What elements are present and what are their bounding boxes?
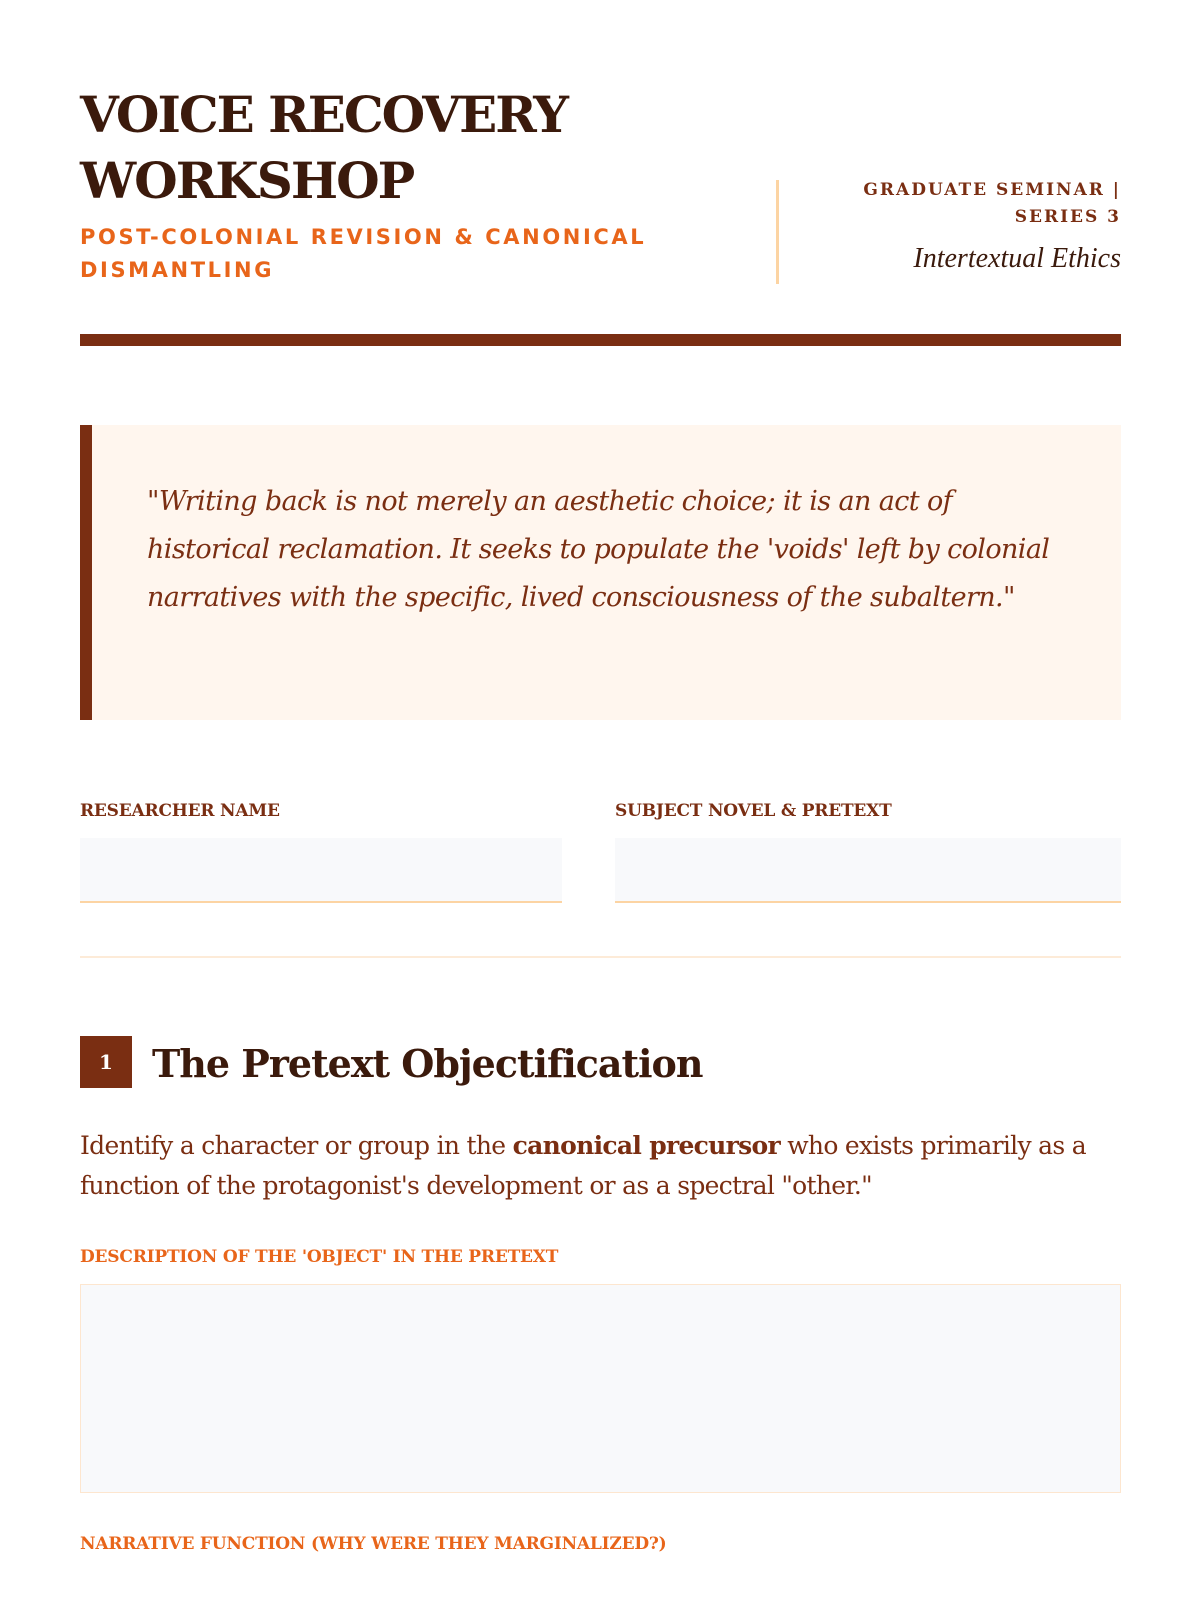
section-description-emphasis: canonical precursor bbox=[512, 1131, 780, 1160]
section-description bbox=[80, 1126, 1121, 1206]
epigraph-quote bbox=[80, 425, 1121, 720]
header-meta-divider bbox=[776, 180, 779, 284]
section-title: The Pretext Objectification bbox=[152, 1041, 703, 1086]
subject-novel-input[interactable] bbox=[615, 838, 1121, 903]
page-header bbox=[80, 82, 1121, 302]
seminar-topic: Intertextual Ethics bbox=[913, 243, 1121, 274]
quote-text: "Writing back is not merely an aesthetic choice; it is an act of historical reclamation. It seeks to populate the 'voids' left by colonial narratives with the specific, lived consciousness of the subaltern." bbox=[147, 486, 1050, 613]
worksheet-page bbox=[80, 0, 1121, 1600]
page-subtitle: POST-COLONIAL REVISION & CANONICAL DISMANTLING bbox=[80, 225, 647, 282]
quote-accent-bar bbox=[80, 425, 92, 720]
narrative-function-label: NARRATIVE FUNCTION (WHY WERE THEY MARGINALIZED?) bbox=[80, 1534, 667, 1554]
subject-novel-label: SUBJECT NOVEL & PRETEXT bbox=[615, 801, 892, 821]
page-title: VOICE RECOVERY WORKSHOP bbox=[80, 85, 567, 210]
section-description-text: Identify a character or group in the bbox=[80, 1131, 513, 1160]
researcher-name-label: RESEARCHER NAME bbox=[80, 801, 280, 821]
researcher-name-input[interactable] bbox=[80, 838, 562, 903]
object-description-label: DESCRIPTION OF THE 'OBJECT' IN THE PRETEXT bbox=[80, 1247, 559, 1267]
section-description-text-end: who exists primarily as a function of the protagonist's development or as a spectral "other." bbox=[80, 1131, 1086, 1200]
section-number-badge: 1 bbox=[80, 1036, 132, 1088]
object-description-textarea[interactable] bbox=[80, 1284, 1121, 1493]
section-divider bbox=[80, 956, 1121, 958]
seminar-series-label: GRADUATE SEMINAR | SERIES 3 bbox=[863, 180, 1121, 227]
header-rule bbox=[80, 334, 1121, 346]
